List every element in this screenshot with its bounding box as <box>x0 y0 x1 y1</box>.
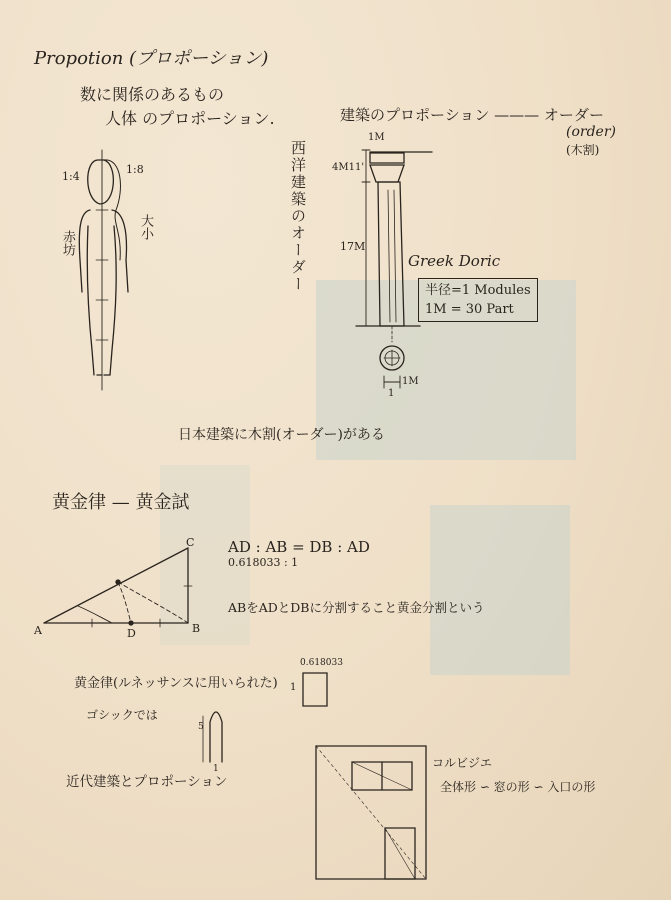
modern-architecture-note: 近代建築とプロポーション <box>66 774 228 790</box>
adult-label: 大小 <box>138 214 153 240</box>
ratio-left-label: 1:4 <box>62 170 80 183</box>
corbusier-relation: 全体形 ∽ 窓の形 ∽ 入口の形 <box>440 780 596 794</box>
western-order-vertical-note: 西洋建築のオーダー <box>289 140 307 293</box>
gothic-arch-sketch <box>203 712 222 762</box>
order-note: (order) <box>566 124 616 140</box>
arch-side-label: 5 <box>198 722 204 732</box>
architecture-proportion-line: 建築のプロポーション ——— オーダー <box>340 106 604 124</box>
golden-ratio-title: 黄金律 — 黄金試 <box>52 492 190 513</box>
column-top-module-label: 1M <box>368 132 385 143</box>
point-d-label: D <box>127 627 136 640</box>
module-definition-box <box>418 278 538 322</box>
golden-ratio-explanation: ABをADとDBに分割すること黄金分割という <box>228 600 485 615</box>
golden-triangle-sketch <box>44 548 192 627</box>
column-base-unit-label: 1 <box>388 388 395 399</box>
order-note-jp: (木割) <box>566 143 600 157</box>
ratio-right-label: 1:8 <box>126 163 144 176</box>
renaissance-note: 黄金律(ルネッサンスに用いられた) <box>74 676 278 691</box>
column-capital-label: 4M11' <box>332 162 365 173</box>
japan-kiwari-note: 日本建築に木割(オーダー)がある <box>178 427 385 443</box>
point-b-label: B <box>192 622 201 635</box>
arch-base-label: 1 <box>213 764 219 774</box>
gothic-note: ゴシックでは <box>86 708 158 722</box>
golden-ratio-equation: AD : AB = DB : AD <box>228 538 370 556</box>
human-figure-sketch <box>79 150 128 390</box>
golden-rect-ratio-label: 0.618033 <box>300 658 343 668</box>
golden-ratio-value: 0.618033 : 1 <box>228 556 299 569</box>
golden-rect-side-label: 1 <box>290 682 297 693</box>
golden-rectangle-sketch <box>303 673 327 706</box>
column-name-label: Greek Doric <box>408 252 501 270</box>
corbusier-facade-sketch <box>316 746 426 879</box>
column-shaft-label: 17M <box>340 240 366 253</box>
column-base-label: 1M <box>402 376 419 387</box>
module-box-line-1: 半径=1 Modules <box>425 283 531 298</box>
point-a-label: A <box>34 624 42 637</box>
module-box-line-2: 1M = 30 Part <box>425 302 514 317</box>
subheading: 数に関係のあるもの <box>80 85 225 104</box>
page-heading: Propotion (プロポーション) <box>34 48 269 69</box>
human-proportion-line: 人体 のプロポーション. <box>105 109 275 128</box>
corbusier-name: コルビジエ <box>432 756 493 770</box>
point-c-label: C <box>186 536 195 549</box>
baby-label: 赤坊 <box>60 230 75 256</box>
